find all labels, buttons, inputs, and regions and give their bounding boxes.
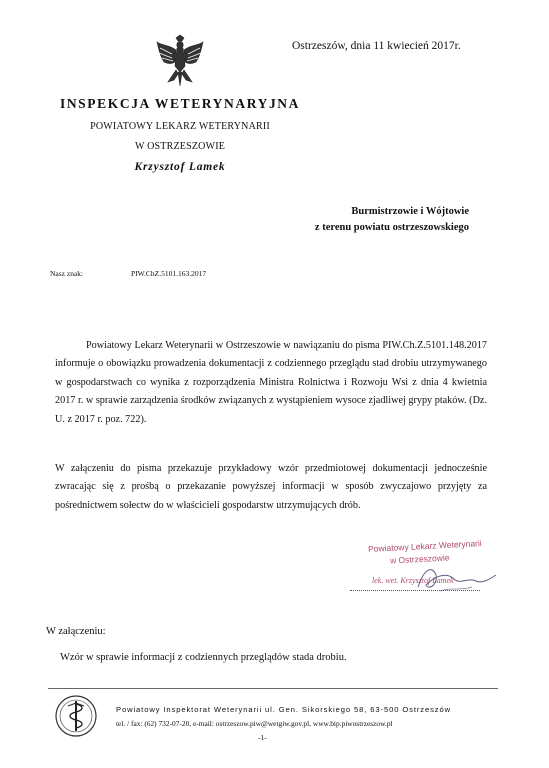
page-number: -1-	[258, 733, 267, 742]
attachment-item: Wzór w sprawie informacji z codziennych przeglądów stada drobiu.	[60, 652, 347, 663]
institution-location: W OSTRZESZOWIE	[134, 141, 226, 152]
official-stamp	[350, 537, 498, 607]
stamp-line-2: w Ostrzeszowie	[389, 552, 450, 566]
stamp-line-1: Powiatowy Lekarz Weterynarii	[367, 538, 482, 554]
stamp-line-3: lek. wet. Krzysztof Lamek	[372, 576, 454, 585]
body-paragraph-1: Powiatowy Lekarz Weterynarii w Ostrzeszowie w nawiązaniu do pisma PIW.Ch.Z.5101.148.2017 informuje o obowiązku prowadzenia dokumentacji z codziennego przeglądu stad drobiu utrzymywanego w gospodarstwach co wynika z rozporządzenia Ministra Rolnictwa i Rozwoju Wsi z dnia 4 kwietnia 2017 r. w sprawie zarządzenia środków związanych z wystąpieniem wysoce zjadliwej grypy ptaków. (Dz. U. z 2017 r. poz. 722).	[55, 340, 487, 425]
reference-value: PIW.ChZ.5101.163.2017	[131, 269, 207, 278]
footer-divider	[48, 688, 498, 689]
handwritten-signature	[410, 557, 500, 597]
footer-address: Powiatowy Inspektorat Weterynarii ul. Gen. Sikorskiego 58, 63-500 Ostrzeszów	[116, 705, 452, 714]
recipient-line-1: Burmistrzowie i Wójtowie	[351, 206, 469, 217]
veterinary-caduceus-logo-icon	[54, 694, 98, 738]
institution-title: INSPEKCJA WETERYNARYJNA	[59, 96, 300, 111]
institution-subtitle: POWIATOWY LEKARZ WETERYNARII	[90, 121, 270, 132]
attachments-label: W załączeniu:	[46, 626, 106, 637]
place-date: Ostrzeszów, dnia 11 kwiecień 2017r.	[292, 40, 461, 52]
footer-contact: tel. / fax: (62) 732-07-20, e-mail: ostrzeszow.piw@wetgiw.gov.pl, www.bip.piwostrzeszow.pl	[116, 719, 393, 728]
eagle-emblem-icon	[154, 34, 206, 90]
recipient-block	[255, 204, 469, 236]
institution-person: Krzysztof Lamek	[134, 161, 226, 173]
body-paragraph-2: W załączeniu do pisma przekazuje przykładowy wzór przedmiotowej dokumentacji jednocześnie zwracając się z prośbą o przekazanie powyższej informacji w sposób zwyczajowo przyjęty za pośrednictwem sołectw do w właścicieli gospodarstw utrzymujących drób.	[55, 463, 487, 511]
reference-label: Nasz znak:	[50, 269, 84, 278]
recipient-line-2: z terenu powiatu ostrzeszowskiego	[314, 222, 469, 233]
